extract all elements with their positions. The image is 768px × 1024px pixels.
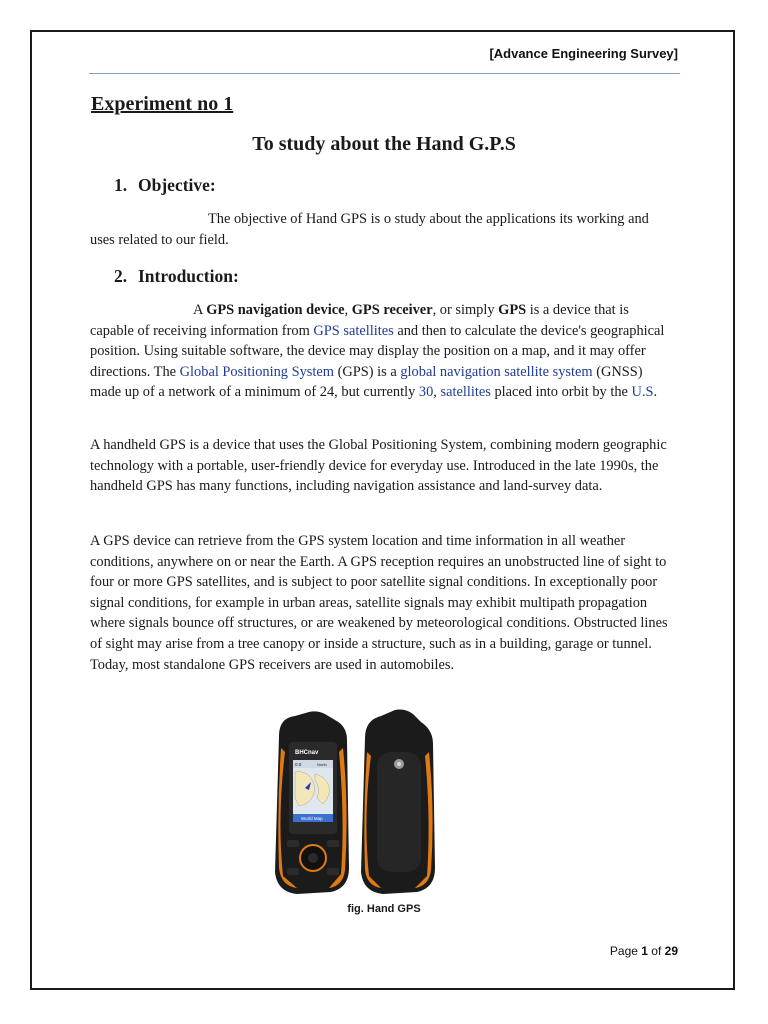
link-satellites[interactable]: satellites — [440, 384, 491, 401]
hand-gps-image — [265, 708, 445, 898]
objective-paragraph: The objective of Hand GPS is o study about the applications its working and uses related to our field. — [90, 211, 649, 248]
section-title: Objective: — [138, 175, 216, 195]
link-global-positioning-system[interactable]: Global Positioning System — [179, 363, 334, 380]
link-30[interactable]: 30 — [418, 384, 434, 401]
section-title: Introduction: — [138, 266, 239, 286]
intro-paragraph-1: A GPS navigation device, GPS receiver, or simply GPS is a device that is capable of receiving information from GPS satellites and then to calculate the device's geographical position. Using suitable software, the device may display the position on a map, and it may offer directions. The Global Positioning System (GPS) is a global navigation satellite system (GNSS) made up of a network of a minimum of 24, but currently 30, satellites placed into orbit by the U.S. — [90, 302, 665, 401]
page-number: Page 1 of 29 — [609, 944, 678, 958]
link-us[interactable]: U.S — [631, 384, 654, 401]
screen-footer: World Map — [301, 816, 323, 821]
section-heading-objective — [114, 175, 216, 196]
screen-direction: North — [317, 762, 327, 767]
running-header: [Advance Engineering Survey] — [489, 46, 678, 61]
section-number: 2. — [114, 266, 128, 286]
link-gps-satellites[interactable]: GPS satellites — [313, 322, 394, 339]
document-title: To study about the Hand G.P.S — [252, 133, 516, 155]
section-heading-introduction — [114, 266, 239, 287]
experiment-title: Experiment no 1 — [91, 93, 234, 115]
screen-speed: 0.0 — [295, 762, 302, 767]
section-number: 1. — [114, 175, 128, 195]
device-brand: BHCnav — [295, 750, 319, 756]
intro-paragraph-3: A GPS device can retrieve from the GPS system location and time information in all weather conditions, anywhere on or near the Earth. A GPS reception requires an unobstructed line of sight to four or more GPS satellites, and is subject to poor satellite signal conditions. In exceptionally poor signal conditions, for example in urban areas, satellite signals may exhibit multipath propagation where signals bounce off structures, or are weakened by meteorological conditions. Obstructed lines of sight may arise from a tree canopy or inside a structure, such as in a building, garage or tunnel. Today, most standalone GPS receivers are used in automobiles. — [90, 533, 668, 673]
header-rule — [89, 73, 680, 74]
intro-paragraph-2: A handheld GPS is a device that uses the Global Positioning System, combining modern geographic technology with a portable, user-friendly device for everyday use. Introduced in the late 1990s, the handheld GPS has many functions, including navigation assistance and land-survey data. — [90, 437, 667, 495]
figure-caption: fig. Hand GPS — [347, 903, 421, 915]
link-gnss[interactable]: global navigation satellite system — [400, 363, 593, 380]
